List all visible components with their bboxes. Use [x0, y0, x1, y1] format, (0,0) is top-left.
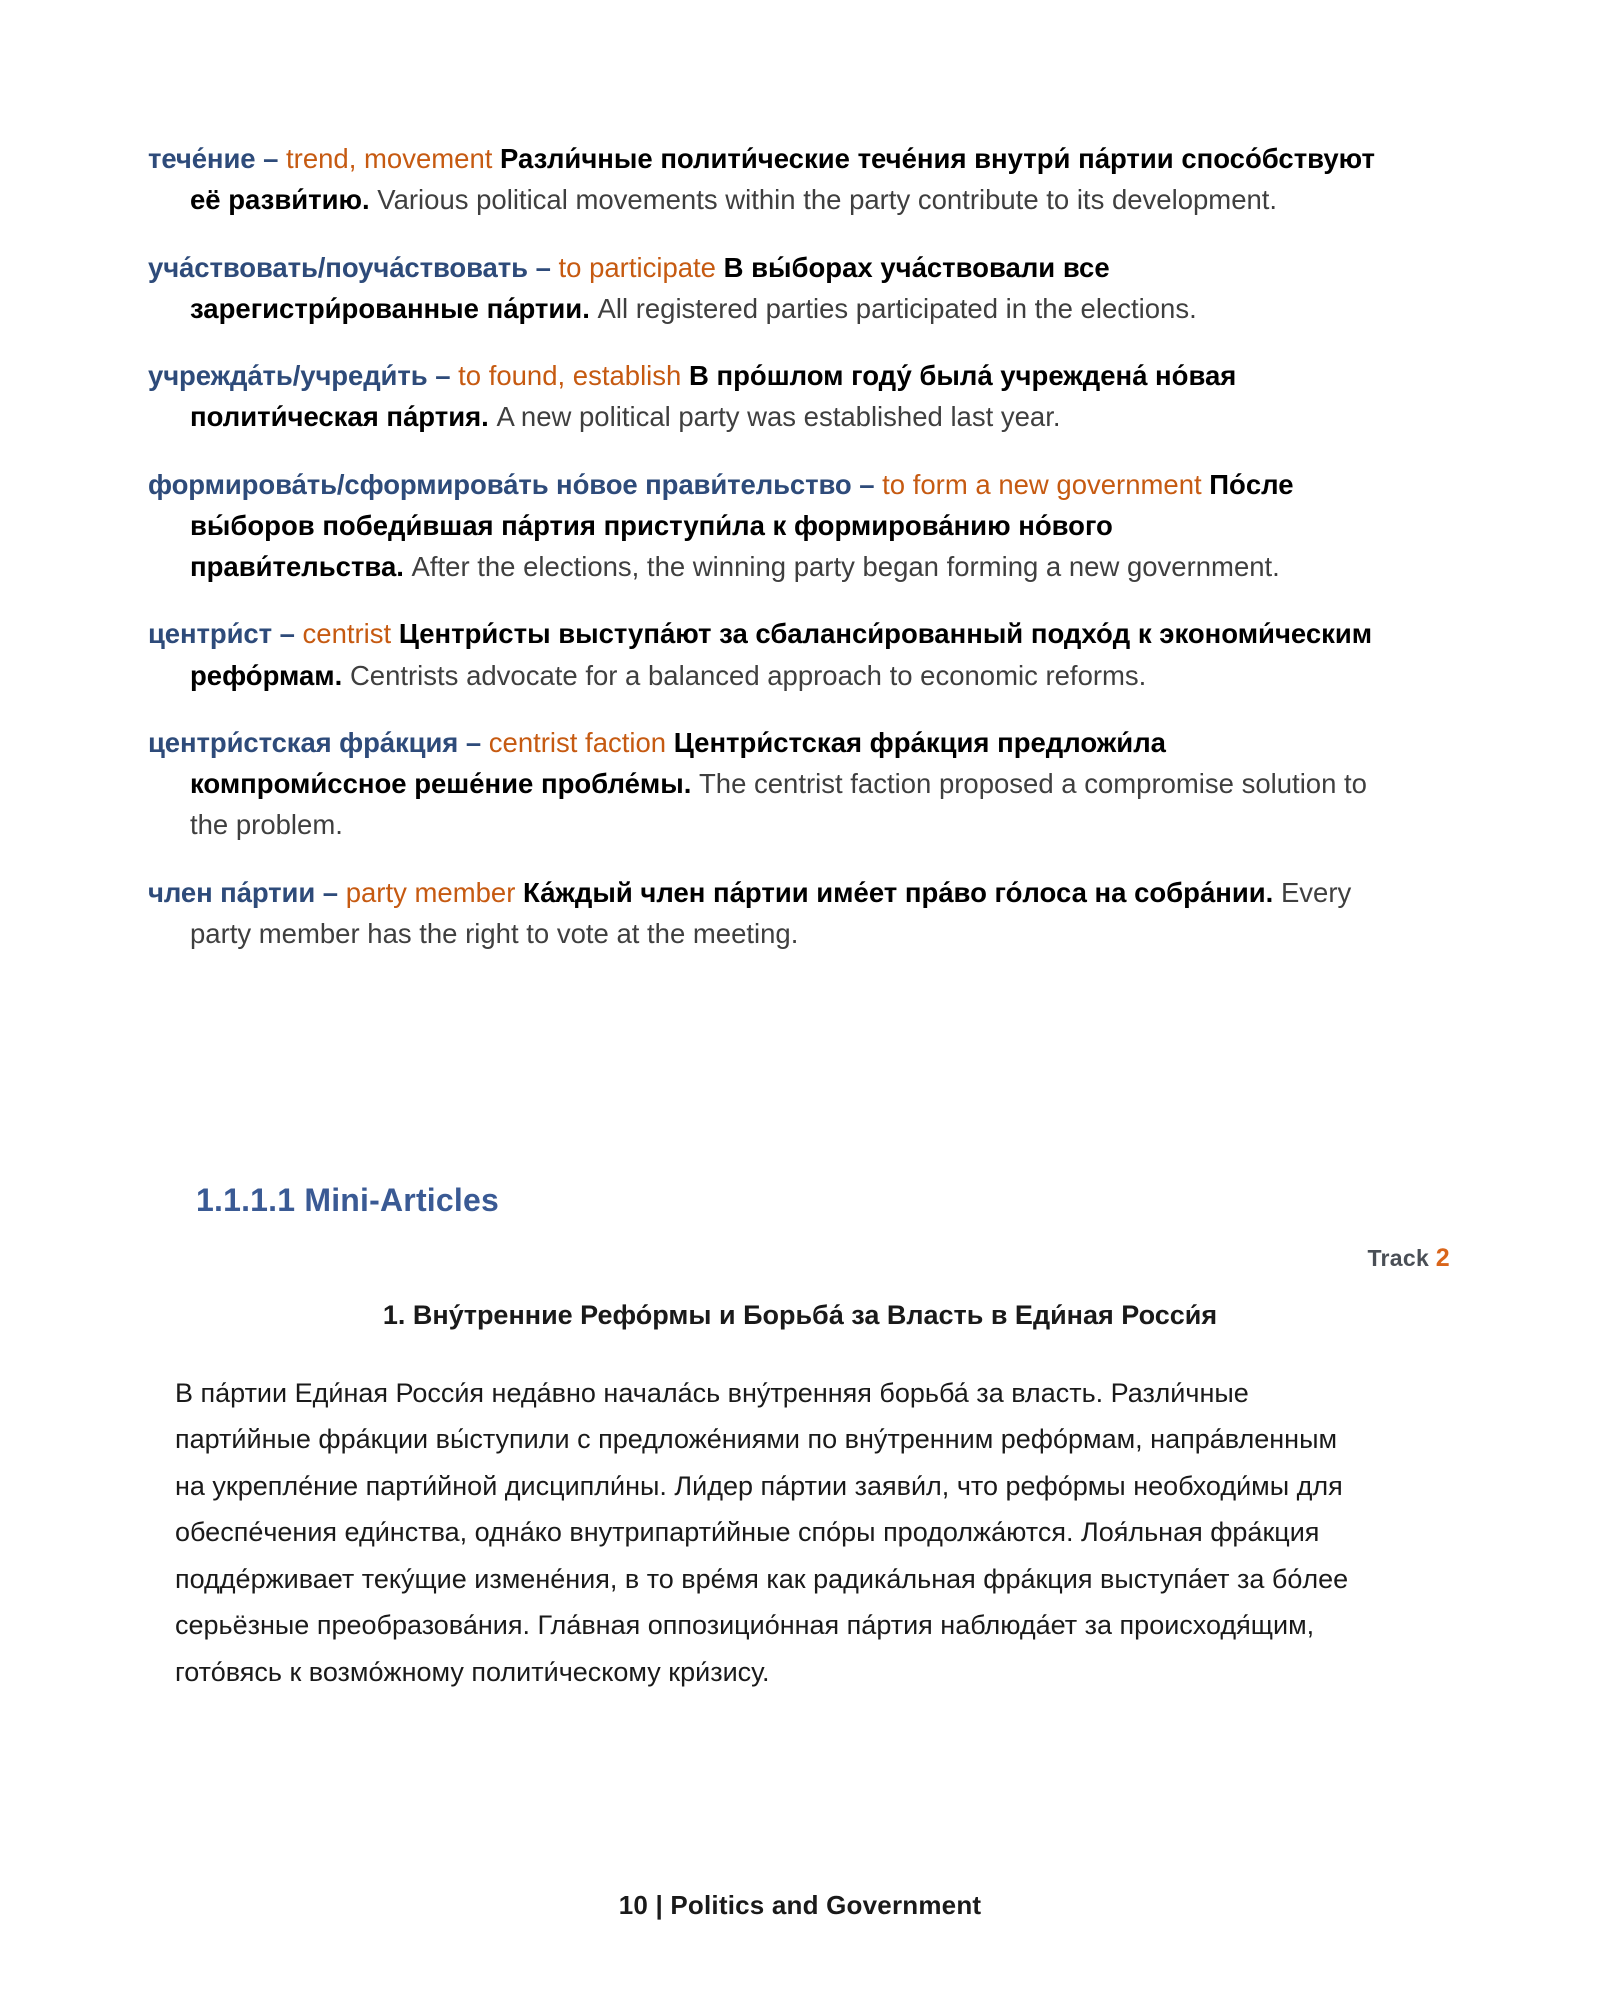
russian-example: Центри́стская фра́кция предложи́ла компроми́ссное реше́ние пробле́мы.	[190, 726, 1166, 799]
russian-example: В вы́борах уча́ствовали все зарегистри́рованные па́ртии.	[190, 251, 1110, 324]
vocabulary-headword: тече́ние	[148, 143, 256, 174]
russian-example: Центри́сты выступа́ют за сбаланси́рованный подхо́д к экономи́ческим рефо́рмам.	[190, 618, 1373, 691]
vocabulary-gloss: centrist	[302, 618, 392, 650]
vocabulary-headword: формирова́ть/сформирова́ть но́вое прави́тельство	[148, 468, 852, 500]
article-title: 1. Вну́тренние Рефо́рмы и Борьба́ за Власть в Еди́ная Росси́я	[382, 1300, 1218, 1330]
vocabulary-list	[148, 138, 1378, 980]
vocabulary-entry	[148, 247, 1378, 330]
vocabulary-entry	[148, 613, 1378, 696]
russian-example: В про́шлом году́ была́ учреждена́ но́вая полити́ческая па́ртия.	[190, 360, 1237, 433]
vocabulary-gloss: to found, establish	[458, 360, 682, 391]
english-translation: Various political movements within the party contribute to its development.	[377, 184, 1278, 216]
vocabulary-gloss: party member	[345, 876, 516, 908]
track-number: 2	[1435, 1244, 1450, 1272]
entry-separator: –	[535, 251, 551, 283]
entry-separator: –	[263, 143, 279, 174]
english-translation: A new political party was established last year.	[496, 401, 1061, 433]
vocabulary-headword: центри́стская фра́кция	[148, 726, 459, 758]
entry-separator: –	[279, 618, 295, 650]
entry-separator: –	[859, 468, 875, 500]
russian-example: Разли́чные полити́ческие тече́ния внутри́ па́ртии спосо́бствуют её разви́тию.	[190, 143, 1375, 216]
english-translation: After the elections, the winning party began forming a new government.	[411, 551, 1280, 582]
vocabulary-entry	[148, 138, 1378, 221]
vocabulary-gloss: centrist faction	[488, 726, 667, 758]
vocabulary-headword: уча́ствовать/поуча́ствовать	[148, 251, 528, 283]
vocabulary-headword: центри́ст	[148, 618, 272, 650]
vocabulary-entry	[148, 355, 1378, 438]
track-label: Track	[1367, 1245, 1430, 1271]
russian-example: Ка́ждый член па́ртии име́ет пра́во го́лоса на собра́нии.	[523, 876, 1274, 908]
vocabulary-headword: член па́ртии	[148, 876, 316, 908]
english-translation: Centrists advocate for a balanced approach to economic reforms.	[349, 659, 1147, 691]
vocabulary-gloss: to form a new government	[882, 468, 1202, 500]
vocabulary-entry	[148, 464, 1378, 588]
entry-separator: –	[322, 876, 339, 908]
english-translation: The centrist faction proposed a compromise solution to the problem.	[190, 768, 1367, 841]
vocabulary-gloss: trend, movement	[286, 143, 493, 174]
entry-separator: –	[435, 360, 451, 391]
english-translation: Every party member has the right to vote at the meeting.	[190, 876, 1352, 949]
article-body: В па́ртии Еди́ная Росси́я неда́вно начала́сь вну́тренняя борьба́ за власть. Разли́чные парти́йные фра́кции вы́ступили с предложе́ниями по вну́тренним рефо́рмам, напра́вленным на укрепле́ние парти́йной дисципли́ны. Ли́дер па́ртии заяви́л, что рефо́рмы необходи́мы для обеспе́чения еди́нства, одна́ко внутрипарти́йные спо́ры продолжа́ются. Лоя́льная фра́кция подде́рживает теку́щие измене́ния, в то вре́мя как радика́льная фра́кция выступа́ет за бо́лее серьёзные преобразова́ния. Гла́вная оппозицио́нная па́ртия наблюда́ет за происходя́щим, гото́вясь к возмо́жному полити́ческому кри́зису.	[175, 1378, 1349, 1687]
vocabulary-headword: учрежда́ть/учреди́ть	[148, 360, 428, 391]
vocabulary-entry	[148, 722, 1378, 846]
entry-separator: –	[465, 726, 482, 758]
english-translation: All registered parties participated in the elections.	[597, 292, 1197, 324]
track-marker	[1367, 1244, 1450, 1273]
page-footer: 10 | Politics and Government	[618, 1890, 982, 1920]
vocabulary-gloss: to participate	[558, 251, 716, 283]
vocabulary-entry	[148, 872, 1378, 955]
russian-example: По́сле вы́боров победи́вшая па́ртия приступи́ла к формирова́нию но́вого прави́тельства.	[190, 468, 1294, 582]
section-heading: 1.1.1.1 Mini-Articles	[196, 1182, 499, 1218]
